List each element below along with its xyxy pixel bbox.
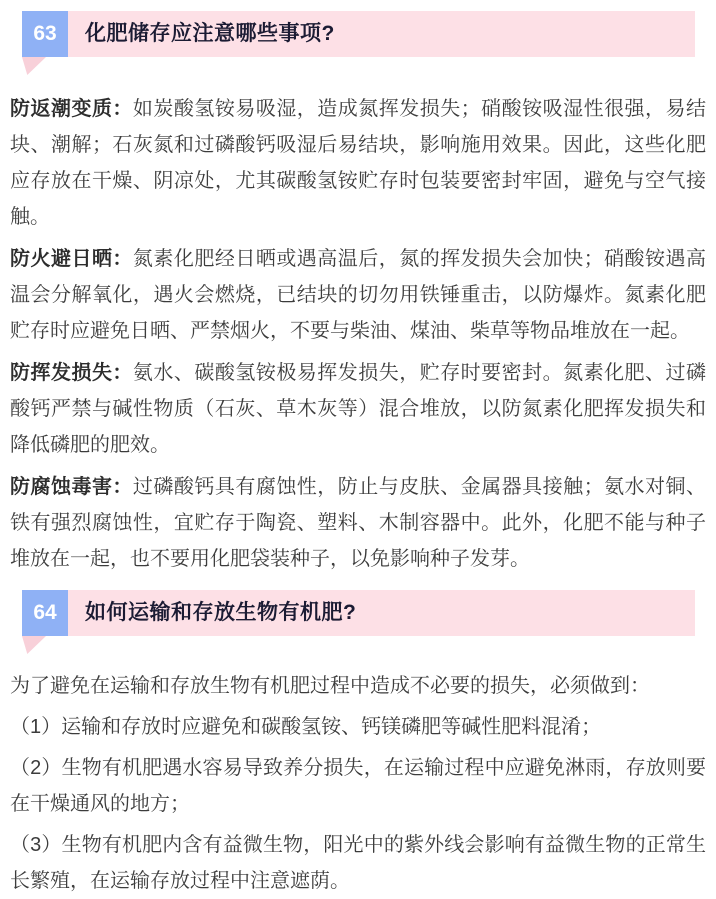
paragraph-fire-sun-proof [10, 241, 706, 349]
ribbon-tail-icon [22, 57, 46, 75]
paragraph-corrosion-proof [10, 469, 706, 577]
section-63-number: 63 [33, 22, 57, 45]
paragraph-text: 氨水、碳酸氢铵极易挥发损失，贮存时要密封。氮素化肥、过磷酸钙严禁与碱性物质（石灰、草木灰等）混合堆放，以防氮素化肥挥发损失和降低磷肥的肥效。 [10, 362, 707, 456]
ribbon-tail-icon [22, 636, 46, 654]
paragraph-text: （2）生物有机肥遇水容易导致养分损失，在运输过程中应避免淋雨，存放则要在干燥通风的地方； [10, 757, 706, 815]
paragraph-text: 过磷酸钙具有腐蚀性，防止与皮肤、金属器具接触；氨水对铜、铁有强烈腐蚀性，宜贮存于陶瓷、塑料、木制容器中。此外，化肥不能与种子堆放在一起，也不要用化肥袋装种子，以免影响种子发芽。 [10, 476, 707, 570]
section-64-number-badge [22, 590, 68, 636]
paragraph-volatilization-proof [10, 355, 706, 463]
list-item-3 [10, 827, 706, 899]
section-64-title: 如何运输和存放生物有机肥? [85, 601, 357, 624]
paragraph-lead: 防腐蚀毒害： [10, 476, 133, 498]
paragraph-text: 为了避免在运输和存放生物有机肥过程中造成不必要的损失，必须做到： [10, 675, 650, 697]
document-page [0, 11, 716, 892]
paragraph-text: （1）运输和存放时应避免和碳酸氢铵、钙镁磷肥等碱性肥料混淆； [10, 716, 602, 738]
list-item-2 [10, 750, 706, 822]
section-63-number-badge [22, 11, 68, 57]
paragraph-text: 如炭酸氢铵易吸湿，造成氮挥发损失；硝酸铵吸湿性很强，易结块、潮解；石灰氮和过磷酸钙吸湿后易结块，影响施用效果。因此，这些化肥应存放在干燥、阴凉处，尤其碳酸氢铵贮存时包装要密封牢固，避免与空气接触。 [10, 98, 707, 228]
paragraph-text: （3）生物有机肥内含有益微生物，阳光中的紫外线会影响有益微生物的正常生长繁殖，在运输存放过程中注意遮荫。 [10, 834, 706, 892]
section-64-body [10, 668, 706, 899]
paragraph-intro [10, 668, 706, 704]
section-63-body [10, 91, 706, 577]
paragraph-damp-proof [10, 91, 706, 235]
paragraph-text: 氮素化肥经日晒或遇高温后，氮的挥发损失会加快；硝酸铵遇高温会分解氧化，遇火会燃烧，已结块的切勿用铁锤重击，以防爆炸。氮素化肥贮存时应避免日晒、严禁烟火，不要与柴油、煤油、柴草等物品堆放在一起。 [10, 248, 707, 342]
section-64-number: 64 [33, 601, 57, 624]
paragraph-lead: 防挥发损失： [10, 362, 133, 384]
section-63-header [22, 11, 695, 57]
paragraph-lead: 防火避日晒： [10, 248, 133, 270]
section-63-title: 化肥储存应注意哪些事项? [85, 22, 335, 45]
paragraph-lead: 防返潮变质： [10, 98, 133, 120]
section-64-header [22, 590, 695, 636]
list-item-1 [10, 709, 706, 745]
